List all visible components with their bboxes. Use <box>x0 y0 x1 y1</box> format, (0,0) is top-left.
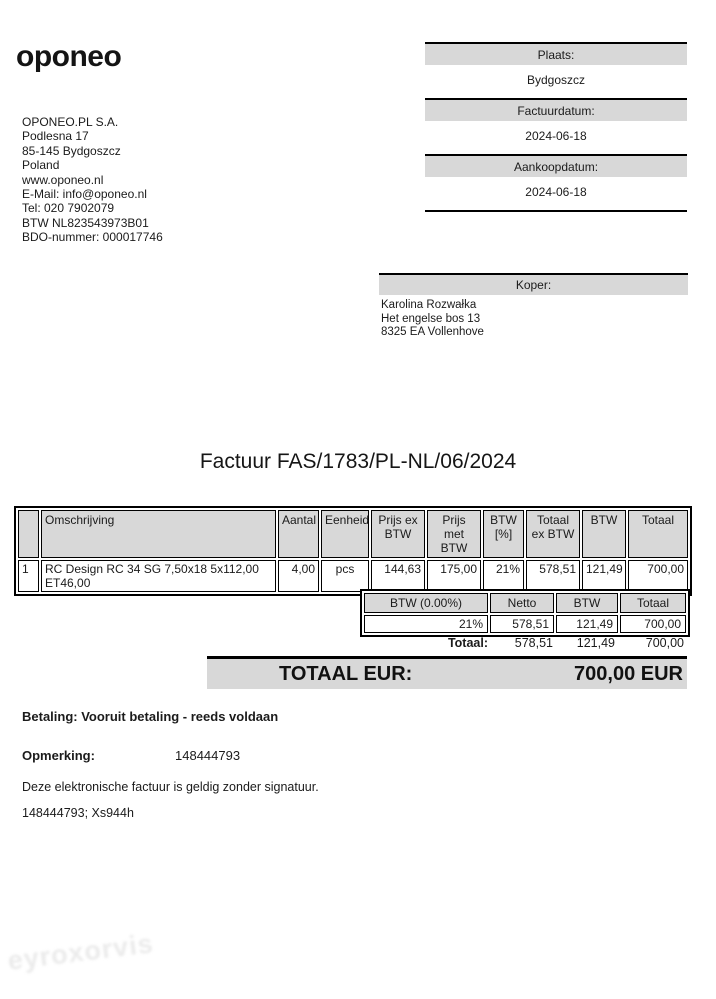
vat-col-net: Netto <box>490 593 554 613</box>
seller-name: OPONEO.PL S.A. <box>22 115 119 129</box>
seller-city: 85-145 Bydgoszcz <box>22 143 121 158</box>
vat-vat-value: 121,49 <box>556 615 618 633</box>
seller-bdo-number: BDO-nummer: 000017746 <box>22 230 163 245</box>
remark-line <box>22 748 240 763</box>
meta-block-invoice-date <box>425 98 687 154</box>
meta-block-purchase-date <box>425 154 687 210</box>
vat-total-label: Totaal: <box>447 636 488 650</box>
grand-total-label: TOTAAL EUR: <box>279 662 413 685</box>
invoice-date-label: Factuurdatum: <box>425 100 687 121</box>
buyer-street: Het engelse bos 13 <box>381 312 481 325</box>
remark-value: 148444793 <box>175 748 241 763</box>
item-vat-pct: 21% <box>483 560 524 592</box>
buyer-address-block <box>381 299 484 340</box>
vat-total-net: 578,51 <box>514 636 553 650</box>
seller-vat-number: BTW NL823543973B01 <box>22 215 149 230</box>
vat-col-vat: BTW <box>556 593 618 613</box>
meta-block-place <box>425 42 687 98</box>
col-header-vat-pct: BTW [%] <box>483 510 524 558</box>
invoice-title: Factuur FAS/1783/PL-NL/06/2024 <box>199 450 517 473</box>
vat-header-row <box>364 593 686 613</box>
buyer-header: Koper: <box>379 273 688 295</box>
seller-address-block <box>22 115 163 245</box>
scan-watermark: eyroxorvis <box>6 928 156 976</box>
col-header-number <box>18 510 39 558</box>
oponeo-logo: oponeo <box>16 40 122 73</box>
item-row <box>18 560 688 592</box>
reference-line: 148444793; Xs944h <box>22 806 134 820</box>
col-header-total-ex-vat: Totaal ex BTW <box>526 510 580 558</box>
col-header-price-ex-vat: Prijs ex BTW <box>371 510 425 558</box>
purchase-date-value: 2024-06-18 <box>525 185 587 199</box>
seller-country: Poland <box>22 158 60 173</box>
item-total: 700,00 <box>628 560 688 592</box>
invoice-date-value: 2024-06-18 <box>525 129 587 143</box>
vat-total-row <box>360 636 684 650</box>
invoice-meta-blocks <box>425 42 687 212</box>
grand-total-value: 700,00 EUR <box>574 662 683 685</box>
vat-total-vat: 121,49 <box>576 636 615 650</box>
vat-net-value: 578,51 <box>490 615 554 633</box>
item-total-ex-vat: 578,51 <box>526 560 580 592</box>
remark-label: Opmerking: <box>22 748 95 763</box>
vat-total-value: 700,00 <box>620 615 686 633</box>
grand-total-bar <box>207 656 687 689</box>
vat-data-row <box>364 615 686 633</box>
item-price-inc-vat: 175,00 <box>427 560 481 592</box>
buyer-city: 8325 EA Vollenhove <box>381 326 484 338</box>
col-header-qty: Aantal <box>278 510 319 558</box>
item-unit: pcs <box>321 560 369 592</box>
place-label: Plaats: <box>425 44 687 65</box>
seller-email: E-Mail: info@oponeo.nl <box>22 187 147 202</box>
col-header-unit: Eenheid <box>321 510 369 558</box>
seller-street: Podlesna 17 <box>22 129 89 144</box>
item-number: 1 <box>18 560 39 592</box>
purchase-date-label: Aankoopdatum: <box>425 156 687 177</box>
items-table <box>14 506 692 596</box>
vat-rate-value: 21% <box>364 615 488 633</box>
vat-col-total: Totaal <box>620 593 686 613</box>
item-qty: 4,00 <box>278 560 319 592</box>
item-vat: 121,49 <box>582 560 626 592</box>
buyer-section <box>379 273 688 295</box>
vat-summary-table <box>360 589 690 637</box>
seller-phone: Tel: 020 7902079 <box>22 201 115 216</box>
item-price-ex-vat: 144,63 <box>371 560 425 592</box>
buyer-name: Karolina Rozwałka <box>381 299 477 311</box>
place-value: Bydgoszcz <box>526 73 586 87</box>
items-header-row <box>18 510 688 558</box>
vat-total-gross: 700,00 <box>645 636 684 650</box>
signature-note: Deze elektronische factuur is geldig zonder signatuur. <box>22 780 319 794</box>
item-description: RC Design RC 34 SG 7,50x18 5x112,00 ET46,00 <box>41 560 276 592</box>
col-header-description: Omschrijving <box>41 510 276 558</box>
col-header-price-inc-vat: Prijs met BTW <box>427 510 481 558</box>
col-header-total: Totaal <box>628 510 688 558</box>
col-header-vat: BTW <box>582 510 626 558</box>
vat-col-rate: BTW (0.00%) <box>364 593 488 613</box>
payment-method-line: Betaling: Vooruit betaling - reeds voldaan <box>22 709 279 724</box>
seller-website: www.oponeo.nl <box>22 172 104 187</box>
